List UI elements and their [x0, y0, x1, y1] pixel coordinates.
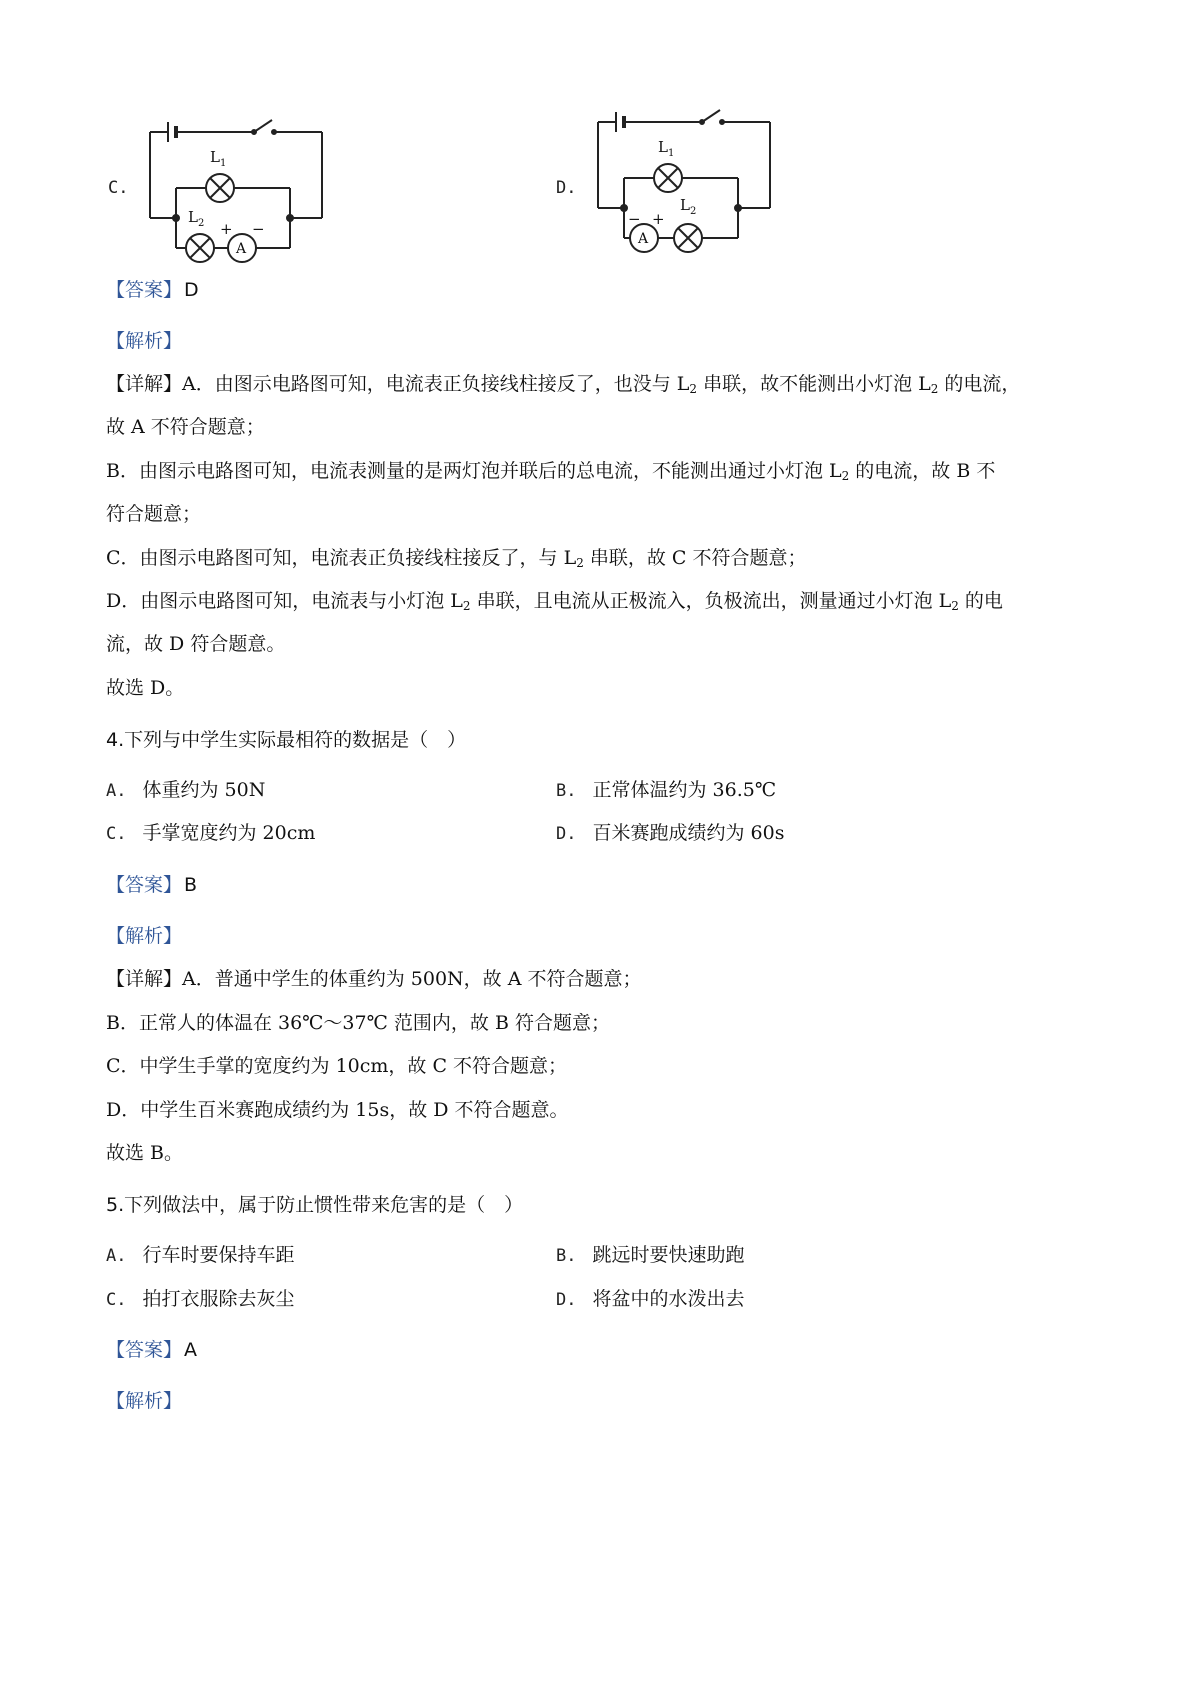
q5-option-d: D. 将盆中的水泼出去 — [556, 1288, 745, 1310]
answer-value: B — [184, 874, 198, 896]
analysis-tag: 【解析】 — [106, 330, 183, 352]
ammeter-plus: + — [652, 210, 665, 228]
q5-option-b: B. 跳远时要快速助跑 — [556, 1244, 745, 1266]
circuit-diagram-d — [588, 104, 788, 264]
q5-option-c: C. 拍打衣服除去灰尘 — [106, 1288, 295, 1310]
analysis-tag: 【解析】 — [106, 925, 183, 947]
q3-detail-a-line1: 【详解】A．由图示电路图可知，电流表正负接线柱接反了，也没与 $L_2$ 串联，故不能测出小灯泡 $L_2$ 的电流， — [106, 373, 1021, 396]
q3-analysis-tag — [106, 329, 182, 353]
q3-detail-c: C．由图示电路图可知，电流表正负接线柱接反了，与 $L_2$ 串联，故 C 不符合题意； — [106, 547, 807, 570]
label-l1: $L_1$ — [210, 148, 227, 169]
label-l2: $L_2$ — [680, 196, 697, 217]
q4-option-a: A. 体重约为 50N — [106, 779, 266, 801]
ammeter-plus: + — [220, 220, 233, 238]
junction-node — [287, 215, 293, 221]
q4-option-c: C. 手掌宽度约为 20cm — [106, 822, 316, 844]
ammeter-label: A — [236, 241, 247, 257]
q3-answer-line — [106, 278, 199, 302]
q5-title: 5.下列做法中，属于防止惯性带来危害的是（ ） — [106, 1194, 524, 1216]
q4-detail-c: C．中学生手掌的宽度约为 10cm，故 C 不符合题意； — [106, 1055, 568, 1077]
answer-value: D — [184, 279, 199, 301]
option-d-label: D. — [556, 178, 577, 198]
q3-detail-a-line2: 故 A 不符合题意； — [106, 416, 265, 438]
junction-node — [735, 205, 741, 211]
ammeter-label: A — [638, 231, 649, 247]
answer-tag: 【答案】 — [106, 1339, 183, 1361]
circuit-diagram-c — [140, 110, 340, 270]
label-l2: $L_2$ — [188, 208, 205, 229]
q5-analysis-tag — [106, 1389, 182, 1413]
q3-detail-d-line2: 流，故 D 符合题意。 — [106, 633, 286, 655]
q4-detail-d: D．中学生百米赛跑成绩约为 15s，故 D 不符合题意。 — [106, 1099, 569, 1121]
q4-title: 4.下列与中学生实际最相符的数据是（ ） — [106, 729, 467, 751]
switch-blade — [254, 120, 272, 132]
q4-detail-a: 【详解】A．普通中学生的体重约为 500N，故 A 不符合题意； — [106, 968, 642, 990]
q4-answer-line — [106, 873, 197, 897]
option-c-label: C. — [108, 178, 129, 198]
q4-option-b: B. 正常体温约为 36.5℃ — [556, 779, 777, 801]
q4-conclusion: 故选 B。 — [106, 1142, 184, 1164]
label-l1: $L_1$ — [658, 138, 675, 159]
q3-conclusion: 故选 D。 — [106, 677, 185, 699]
answer-tag: 【答案】 — [106, 279, 183, 301]
q3-detail-b-line2: 符合题意； — [106, 503, 202, 525]
ammeter-minus: − — [252, 220, 265, 238]
q3-detail-d-line1: D．由图示电路图可知，电流表与小灯泡 $L_2$ 串联，且电流从正极流入，负极流出，测量通过小灯泡 $L_2$ 的电 — [106, 590, 1003, 613]
q4-detail-b: B．正常人的体温在 36℃～37℃ 范围内，故 B 符合题意； — [106, 1012, 610, 1034]
q4-analysis-tag — [106, 924, 182, 948]
switch-blade — [702, 110, 720, 122]
q5-option-a: A. 行车时要保持车距 — [106, 1244, 295, 1266]
analysis-tag: 【解析】 — [106, 1390, 183, 1412]
answer-value: A — [184, 1339, 198, 1361]
junction-node — [173, 215, 179, 221]
q5-answer-line — [106, 1338, 197, 1362]
answer-tag: 【答案】 — [106, 874, 183, 896]
ammeter-minus: − — [628, 210, 641, 228]
junction-node — [621, 205, 627, 211]
q4-option-d: D. 百米赛跑成绩约为 60s — [556, 822, 785, 844]
q3-detail-b-line1: B．由图示电路图可知，电流表测量的是两灯泡并联后的总电流，不能测出通过小灯泡 $L_2$ 的电流，故 B 不 — [106, 460, 996, 483]
